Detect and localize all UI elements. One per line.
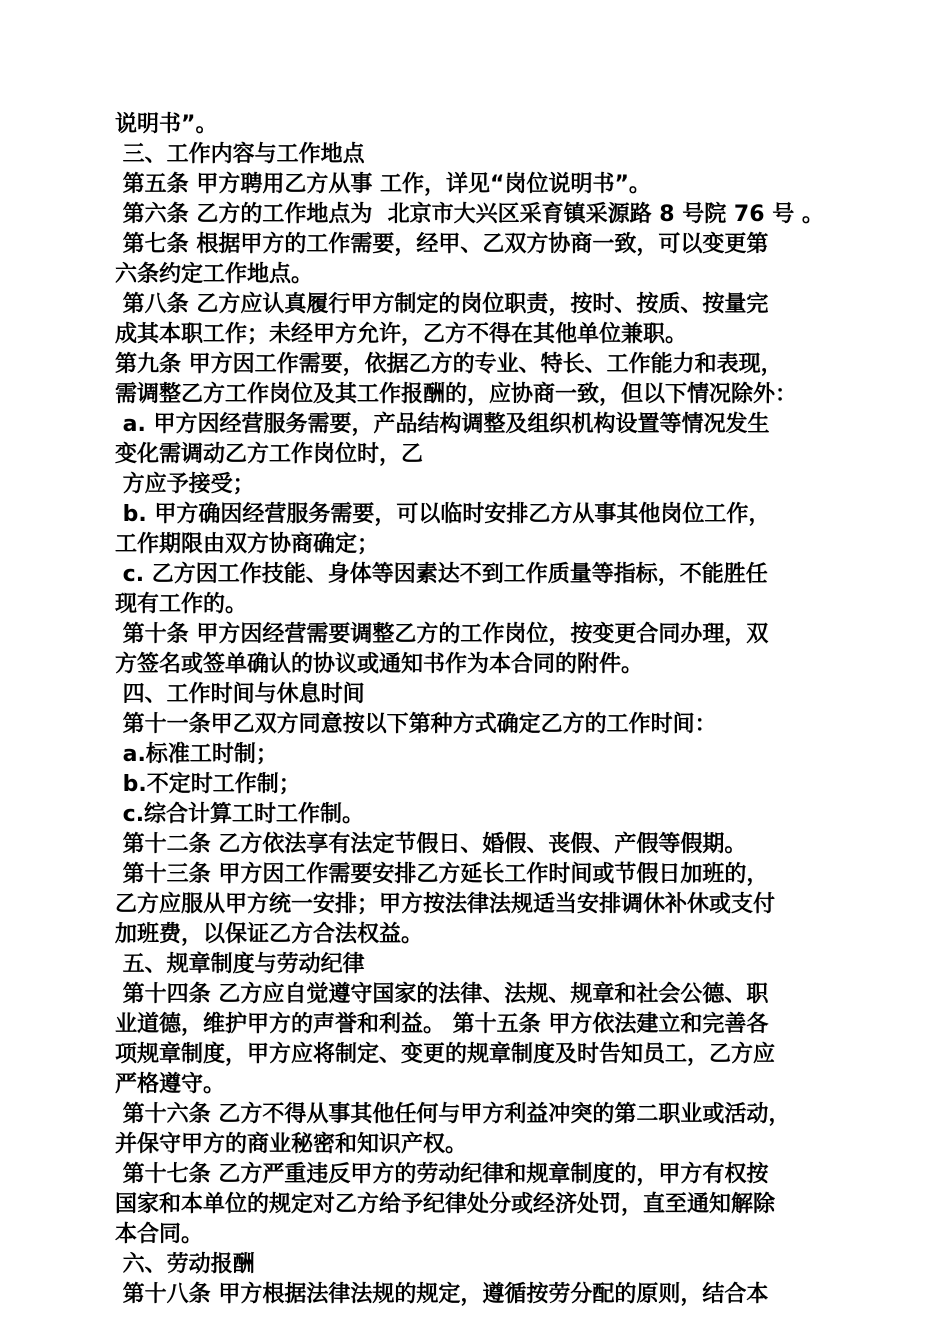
text-line: c.综合计算工时工作制。 [115, 802, 365, 827]
text-line: 工作期限由双方协商确定； [115, 532, 380, 557]
text-line: 第十六条 乙方不得从事其他任何与甲方利益冲突的第二职业或活动， [115, 1102, 791, 1127]
text-line: a.标准工时制； [115, 742, 278, 767]
text-line: b.不定时工作制； [115, 772, 301, 797]
text-line: b. 甲方确因经营服务需要，可以临时安排乙方从事其他岗位工作， [115, 502, 771, 527]
text-line: 乙方应服从甲方统一安排；甲方按法律法规适当安排调休补休或支付 [115, 892, 776, 917]
text-line: 五、规章制度与劳动纪律 [115, 952, 365, 977]
text-line: c. 乙方因工作技能、身体等因素达不到工作质量等指标，不能胜任 [115, 562, 768, 587]
text-line: 第十四条 乙方应自觉遵守国家的法律、法规、规章和社会公德、职 [115, 982, 769, 1007]
text-line: 说明书”。 [115, 112, 218, 137]
text-line: 变化需调动乙方工作岗位时，乙 [115, 442, 424, 467]
text-line: 第八条 乙方应认真履行甲方制定的岗位职责，按时、按质、按量完 [115, 292, 769, 317]
text-line: 需调整乙方工作岗位及其工作报酬的，应协商一致，但以下情况除外： [115, 382, 798, 407]
text-line: a. 甲方因经营服务需要，产品结构调整及组织机构设置等情况发生 [115, 412, 770, 437]
text-line: 方签名或签单确认的协议或通知书作为本合同的附件。 [115, 652, 644, 677]
text-line: 第十一条甲乙双方同意按以下第种方式确定乙方的工作时间： [115, 712, 717, 737]
text-line: 第十条 甲方因经营需要调整乙方的工作岗位，按变更合同办理，双 [115, 622, 769, 647]
text-line: 业道德，维护甲方的声誉和利益。 第十五条 甲方依法建立和完善各 [115, 1012, 769, 1037]
text-line: 成其本职工作；未经甲方允许，乙方不得在其他单位兼职。 [115, 322, 688, 347]
text-line: 本合同。 [115, 1222, 204, 1247]
text-line: 第十二条 乙方依法享有法定节假日、婚假、丧假、产假等假期。 [115, 832, 747, 857]
text-line: 国家和本单位的规定对乙方给予纪律处分或经济处罚，直至通知解除 [115, 1192, 776, 1217]
text-line: 并保守甲方的商业秘密和知识产权。 [115, 1132, 468, 1157]
text-line: 四、工作时间与休息时间 [115, 682, 365, 707]
text-line: 严格遵守。 [115, 1072, 226, 1097]
text-line: 第六条 乙方的工作地点为 北京市大兴区采育镇采源路 8 号院 76 号 。 [115, 202, 824, 227]
text-line: 加班费，以保证乙方合法权益。 [115, 922, 424, 947]
text-line: 第五条 甲方聘用乙方从事 工作，详见“岗位说明书”。 [115, 172, 651, 197]
text-line: 项规章制度，甲方应将制定、变更的规章制度及时告知员工，乙方应 [115, 1042, 776, 1067]
text-line: 方应予接受； [115, 472, 255, 497]
text-line: 第七条 根据甲方的工作需要，经甲、乙双方协商一致，可以变更第 [115, 232, 769, 257]
text-line: 现有工作的。 [115, 592, 248, 617]
text-line: 第十八条 甲方根据法律法规的规定，遵循按劳分配的原则，结合本 [115, 1282, 769, 1307]
text-line: 三、工作内容与工作地点 [115, 142, 365, 167]
text-line: 第九条 甲方因工作需要，依据乙方的专业、特长、工作能力和表现， [115, 352, 783, 377]
text-line: 六条约定工作地点。 [115, 262, 314, 287]
document-body [115, 110, 845, 1310]
text-line: 第十三条 甲方因工作需要安排乙方延长工作时间或节假日加班的， [115, 862, 769, 887]
text-line: 第十七条 乙方严重违反甲方的劳动纪律和规章制度的，甲方有权按 [115, 1162, 769, 1187]
text-line: 六、劳动报酬 [115, 1252, 255, 1277]
